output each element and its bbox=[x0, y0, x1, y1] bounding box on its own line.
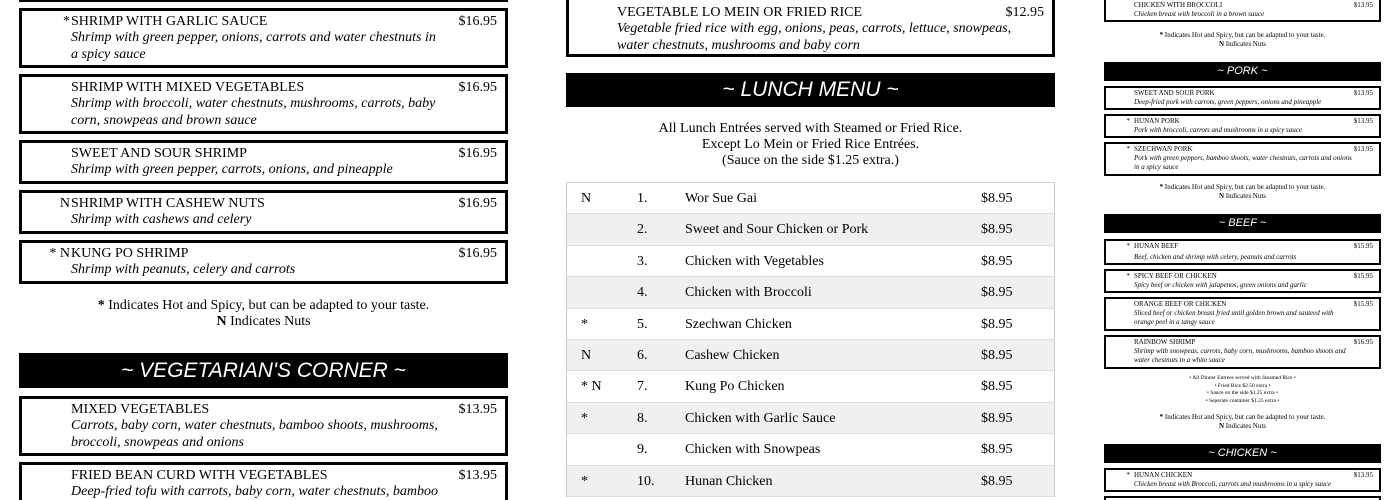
menu-item bbox=[1104, 142, 1381, 176]
row-mark: * bbox=[581, 316, 588, 332]
row-name: Cashew Chicken bbox=[685, 347, 780, 363]
table-row bbox=[567, 277, 1054, 308]
item-name: HUNAN PORK bbox=[1134, 117, 1180, 125]
menu-item bbox=[566, 0, 1055, 57]
menu-item bbox=[1104, 297, 1381, 331]
row-name: Sweet and Sour Chicken or Pork bbox=[685, 222, 869, 238]
item-description: Carrots, baby corn, water chestnuts, bamboo shoots, mushrooms, broccoli, snowpeas and onions bbox=[71, 418, 438, 450]
item-name: SZECHWAN PORK bbox=[1134, 145, 1193, 153]
item-name: SHRIMP WITH GARLIC SAUCE bbox=[71, 14, 268, 29]
table-row bbox=[567, 403, 1054, 434]
item-name: SWEET AND SOUR PORK bbox=[1134, 89, 1215, 97]
item-price: $13.95 bbox=[1353, 1, 1373, 9]
hot-legend-text: Indicates Hot and Spicy, but can be adapted to your taste. bbox=[1163, 183, 1326, 191]
item-name: HUNAN CHICKEN bbox=[1134, 471, 1193, 479]
lunch-note-line: (Sauce on the side $1.25 extra.) bbox=[722, 153, 899, 168]
row-name: Kung Po Chicken bbox=[685, 379, 785, 395]
menu-item bbox=[19, 74, 508, 134]
item-price: $12.95 bbox=[1005, 5, 1044, 20]
hot-symbol: * bbox=[1159, 31, 1164, 39]
nuts-legend-text: Indicates Nuts bbox=[1224, 422, 1267, 430]
row-price: $8.95 bbox=[981, 316, 1013, 332]
hot-symbol: * bbox=[1159, 183, 1164, 191]
item-mark: N bbox=[59, 196, 70, 211]
chicken-banner: ~ CHICKEN ~ bbox=[1104, 444, 1381, 463]
row-number: 7. bbox=[637, 379, 648, 395]
item-description: Shrimp with broccoli, water chestnuts, mushrooms, carrots, baby corn, snowpeas and brown sauce bbox=[71, 96, 436, 128]
legend-note bbox=[1104, 183, 1381, 201]
row-number: 1. bbox=[637, 191, 648, 206]
menu-item bbox=[19, 240, 508, 284]
item-description: Shrimp with snowpeas, carrots, baby corn, mushrooms, bamboo shoots and water chestnuts in a white sauce bbox=[1134, 347, 1346, 364]
row-mark: * bbox=[581, 473, 588, 489]
menu-item bbox=[19, 140, 508, 184]
table-row bbox=[567, 309, 1054, 340]
item-mark: * bbox=[1126, 471, 1130, 479]
hot-legend-text: Indicates Hot and Spicy, but can be adapted to your taste. bbox=[104, 298, 430, 313]
row-number: 5. bbox=[637, 316, 648, 332]
item-description: Deep-fried pork with carrots, green peppers, onions and pineapple bbox=[1134, 98, 1322, 106]
row-number: 2. bbox=[637, 222, 648, 238]
item-description: Shrimp with peanuts, celery and carrots bbox=[71, 262, 296, 277]
item-description: Chicken breast with broccoli in a brown sauce bbox=[1134, 10, 1265, 18]
item-mark: * N bbox=[49, 246, 70, 261]
item-price: $13.95 bbox=[1353, 117, 1373, 125]
item-description: Shrimp with green pepper, carrots, onions, and pineapple bbox=[71, 162, 393, 177]
row-number: 3. bbox=[637, 253, 648, 269]
left-menu-column bbox=[19, 0, 508, 500]
row-name: Chicken with Snowpeas bbox=[685, 442, 821, 458]
nuts-symbol: N bbox=[1218, 192, 1225, 200]
row-name: Wor Sue Gai bbox=[685, 191, 757, 206]
item-price: $13.95 bbox=[458, 468, 497, 483]
item-price: $13.95 bbox=[1353, 471, 1373, 479]
item-description: Shrimp with cashews and celery bbox=[71, 212, 252, 227]
item-price: $16.95 bbox=[1353, 338, 1373, 346]
item-name: KUNG PO SHRIMP bbox=[71, 246, 189, 261]
table-row bbox=[567, 183, 1054, 214]
menu-item bbox=[1104, 0, 1381, 22]
top-rule bbox=[19, 0, 508, 2]
menu-item bbox=[19, 190, 508, 234]
beef-banner: ~ BEEF ~ bbox=[1104, 214, 1381, 233]
dinner-note-line: • Sauce on the side $1.25 extra • bbox=[1206, 390, 1279, 396]
lunch-table bbox=[566, 182, 1055, 497]
item-price: $15.95 bbox=[1353, 242, 1373, 250]
row-price: $8.95 bbox=[981, 473, 1013, 489]
item-name: HUNAN BEEF bbox=[1134, 242, 1179, 250]
lunch-note-line: Except Lo Mein or Fried Rice Entrées. bbox=[701, 137, 920, 152]
row-price: $8.95 bbox=[981, 253, 1013, 269]
row-number: 6. bbox=[637, 347, 648, 363]
row-price: $8.95 bbox=[981, 410, 1013, 426]
item-price: $16.95 bbox=[458, 146, 497, 161]
row-mark: N bbox=[581, 191, 592, 206]
legend-note bbox=[1104, 31, 1381, 49]
item-mark: * bbox=[1126, 272, 1130, 280]
item-price: $16.95 bbox=[458, 80, 497, 95]
hot-legend-text: Indicates Hot and Spicy, but can be adapted to your taste. bbox=[1163, 413, 1326, 421]
row-mark: * N bbox=[581, 379, 602, 395]
menu-item-partial bbox=[1104, 496, 1381, 500]
row-name: Chicken with Vegetables bbox=[685, 253, 824, 269]
item-description: Deep-fried tofu with carrots, baby corn, water chestnuts, bamboo bbox=[71, 484, 438, 499]
dinner-note-line: • Fried Rice $2.50 extra • bbox=[1214, 382, 1271, 389]
item-mark: * bbox=[1126, 145, 1130, 153]
item-mark: * bbox=[1126, 242, 1130, 250]
table-row bbox=[567, 434, 1054, 465]
row-price: $8.95 bbox=[981, 347, 1013, 363]
item-mark: * bbox=[63, 14, 70, 29]
table-row bbox=[567, 466, 1054, 497]
middle-menu-column bbox=[566, 0, 1055, 500]
vegetarian-banner: ~ VEGETARIAN'S CORNER ~ bbox=[19, 353, 508, 388]
item-name: ORANGE BEEF OR CHICKEN bbox=[1134, 300, 1227, 308]
lunch-note bbox=[566, 121, 1055, 169]
row-mark: N bbox=[581, 347, 592, 363]
item-name: RAINBOW SHRIMP bbox=[1134, 338, 1196, 346]
table-row bbox=[567, 246, 1054, 277]
hot-legend-text: Indicates Hot and Spicy, but can be adapted to your taste. bbox=[1163, 31, 1326, 39]
legend-note bbox=[1104, 413, 1381, 431]
nuts-symbol: N bbox=[1218, 40, 1225, 48]
nuts-legend-text: Indicates Nuts bbox=[1224, 192, 1267, 200]
item-price: $16.95 bbox=[458, 196, 497, 211]
item-description: Shrimp with green pepper, onions, carrots and water chestnuts in a spicy sauce bbox=[71, 30, 436, 62]
row-mark: * bbox=[581, 410, 588, 426]
item-price: $13.95 bbox=[1353, 145, 1373, 153]
item-price: $16.95 bbox=[458, 246, 497, 261]
menu-item bbox=[19, 462, 508, 500]
right-menu-column bbox=[1104, 0, 1381, 500]
item-price: $15.95 bbox=[1353, 300, 1373, 308]
nuts-legend-text: Indicates Nuts bbox=[1224, 40, 1267, 48]
item-mark: * bbox=[1126, 117, 1130, 125]
row-name: Chicken with Broccoli bbox=[685, 285, 812, 301]
dinner-note-line: • Seperate container $1.25 extra • bbox=[1205, 397, 1280, 404]
menu-item bbox=[1104, 114, 1381, 138]
item-name: SHRIMP WITH MIXED VEGETABLES bbox=[71, 80, 305, 95]
row-price: $8.95 bbox=[981, 442, 1013, 458]
menu-item bbox=[1104, 239, 1381, 265]
dinner-note-line: • All Dinner Entrees served with Steamed Rice • bbox=[1189, 375, 1296, 381]
nuts-symbol: N bbox=[1218, 422, 1225, 430]
menu-item bbox=[1104, 335, 1381, 369]
item-name: SWEET AND SOUR SHRIMP bbox=[71, 146, 247, 161]
item-description: Vegetable fried rice with egg, onions, peas, carrots, lettuce, snowpeas, water chestnuts, mushrooms and baby corn bbox=[617, 21, 1012, 53]
item-description: Beef, chicken and shrimp with celery, peanuts and carrots bbox=[1134, 253, 1297, 261]
item-name: MIXED VEGETABLES bbox=[71, 402, 210, 417]
menu-item bbox=[1104, 468, 1381, 492]
pork-banner: ~ PORK ~ bbox=[1104, 62, 1381, 81]
nuts-legend-text: Indicates Nuts bbox=[226, 314, 311, 329]
menu-item bbox=[19, 396, 508, 456]
row-number: 8. bbox=[637, 410, 648, 426]
hot-symbol: * bbox=[1159, 413, 1164, 421]
item-price: $13.95 bbox=[1353, 89, 1373, 97]
row-price: $8.95 bbox=[981, 285, 1013, 301]
row-name: Hunan Chicken bbox=[685, 473, 773, 489]
menu-item bbox=[1104, 269, 1381, 293]
row-price: $8.95 bbox=[981, 379, 1013, 395]
item-description: Sliced beef or chicken breast fried until golden brown and sauteed with orange peel in a tangy sauce bbox=[1134, 309, 1334, 326]
row-number: 10. bbox=[637, 473, 655, 489]
item-price: $15.95 bbox=[1353, 272, 1373, 280]
row-number: 4. bbox=[637, 285, 648, 301]
row-name: Szechwan Chicken bbox=[685, 316, 792, 332]
row-number: 9. bbox=[637, 442, 648, 458]
item-description: Pork with broccoli, carrots and mushrooms in a spicy sauce bbox=[1134, 126, 1302, 134]
table-row bbox=[567, 371, 1054, 402]
row-price: $8.95 bbox=[981, 222, 1013, 238]
hot-symbol: * bbox=[97, 298, 105, 313]
item-description: Pork with green peppers, bamboo shoots, water chestnuts, carrots and onions in a spicy sauce bbox=[1134, 154, 1352, 171]
item-name: FRIED BEAN CURD WITH VEGETABLES bbox=[71, 468, 328, 483]
lunch-note-line: All Lunch Entrées served with Steamed or Fried Rice. bbox=[658, 121, 963, 136]
item-name: SHRIMP WITH CASHEW NUTS bbox=[71, 196, 265, 211]
legend-note bbox=[19, 298, 508, 330]
item-name: VEGETABLE LO MEIN OR FRIED RICE bbox=[617, 5, 863, 20]
menu-item bbox=[1104, 86, 1381, 110]
item-description: Spicy beef or chicken with jalapenos, green onions and garlic bbox=[1134, 281, 1307, 289]
item-description: Chicken breast with Broccoli, carrots and mushrooms in a spicy sauce bbox=[1134, 480, 1332, 488]
item-price: $13.95 bbox=[458, 402, 497, 417]
nuts-symbol: N bbox=[216, 314, 227, 329]
table-row bbox=[567, 340, 1054, 371]
dinner-notes bbox=[1104, 375, 1381, 405]
row-name: Chicken with Garlic Sauce bbox=[685, 410, 836, 426]
item-name: CHICKEN WITH BROCCOLI bbox=[1134, 1, 1223, 9]
item-name: SPICY BEEF OR CHICKEN bbox=[1134, 272, 1217, 280]
menu-item bbox=[19, 8, 508, 68]
table-row bbox=[567, 214, 1054, 245]
row-price: $8.95 bbox=[981, 191, 1013, 206]
item-price: $16.95 bbox=[458, 14, 497, 29]
lunch-menu-banner: ~ LUNCH MENU ~ bbox=[566, 73, 1055, 107]
